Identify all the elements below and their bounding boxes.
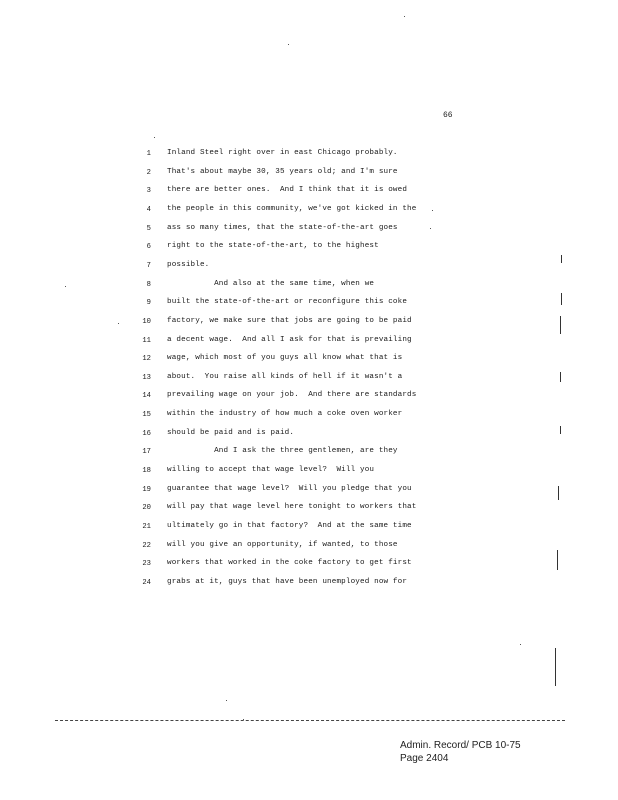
line-number: 13: [142, 374, 151, 382]
transcript-line: within the industry of how much a coke oven worker: [167, 410, 403, 418]
line-number: 1: [146, 150, 151, 158]
transcript-line: prevailing wage on your job. And there are standards: [167, 391, 417, 399]
transcript-line: wage, which most of you guys all know what that is: [167, 354, 403, 362]
line-number: 17: [142, 448, 151, 456]
line-number: 12: [142, 355, 151, 363]
transcript-line: will pay that wage level here tonight to workers that: [167, 503, 417, 511]
line-number: 15: [142, 411, 151, 419]
line-number: 8: [146, 281, 151, 289]
speck: [65, 286, 66, 287]
line-number: 18: [142, 467, 151, 475]
speck: [430, 228, 431, 229]
speck: [404, 16, 405, 17]
line-number: 7: [146, 262, 151, 270]
margin-mark: [555, 648, 556, 686]
line-number: 14: [142, 392, 151, 400]
line-number: 5: [146, 225, 151, 233]
margin-mark: [560, 426, 561, 434]
transcript-line: Inland Steel right over in east Chicago probably.: [167, 149, 398, 157]
transcript-line: will you give an opportunity, if wanted, to those: [167, 541, 398, 549]
transcript-line: willing to accept that wage level? Will you: [167, 466, 375, 474]
transcript-line: possible.: [167, 261, 210, 269]
transcript-line: guarantee that wage level? Will you pledge that you: [167, 485, 412, 493]
speck: [432, 210, 433, 211]
transcript-line: about. You raise all kinds of hell if it wasn't a: [167, 373, 403, 381]
transcript-line: right to the state-of-the-art, to the highest: [167, 242, 379, 250]
margin-mark: [561, 255, 562, 263]
margin-mark: [561, 293, 562, 305]
transcript-line: grabs at it, guys that have been unemployed now for: [167, 578, 408, 586]
transcript-line: a decent wage. And all I ask for that is prevailing: [167, 336, 412, 344]
line-number: 23: [142, 560, 151, 568]
line-number: 9: [146, 299, 151, 307]
line-number: 10: [142, 318, 151, 326]
transcript-line: And I ask the three gentlemen, are they: [167, 447, 398, 455]
transcript-line: ultimately go in that factory? And at the same time: [167, 522, 412, 530]
transcript-line: ass so many times, that the state-of-the-art goes: [167, 224, 398, 232]
bottom-rule: [55, 720, 565, 721]
line-number: 11: [142, 337, 151, 345]
speck: [226, 700, 227, 701]
transcript-line: factory, we make sure that jobs are going to be paid: [167, 317, 412, 325]
speck: [520, 644, 521, 645]
line-number: 20: [142, 504, 151, 512]
line-number: 4: [146, 206, 151, 214]
line-number: 2: [146, 169, 151, 177]
speck: [118, 323, 119, 324]
line-number: 22: [142, 542, 151, 550]
line-number: 16: [142, 430, 151, 438]
transcript-line: should be paid and is paid.: [167, 429, 295, 437]
speck: [154, 137, 155, 138]
speck: [288, 44, 289, 45]
admin-record-label: Admin. Record/ PCB 10-75: [400, 740, 521, 751]
page-label: Page 2404: [400, 753, 449, 764]
line-number: 6: [146, 243, 151, 251]
margin-mark: [558, 486, 559, 500]
line-number: 3: [146, 187, 151, 195]
transcript-line: built the state-of-the-art or reconfigure this coke: [167, 298, 408, 306]
line-number: 21: [142, 523, 151, 531]
transcript-line: And also at the same time, when we: [167, 280, 375, 288]
margin-mark: [557, 550, 558, 570]
transcript-line: the people in this community, we've got kicked in the: [167, 205, 417, 213]
speck: [243, 719, 244, 720]
margin-mark: [560, 316, 561, 334]
line-number: 19: [142, 486, 151, 494]
transcript-line: there are better ones. And I think that it is owed: [167, 186, 408, 194]
transcript-line: workers that worked in the coke factory to get first: [167, 559, 412, 567]
margin-mark: [560, 372, 561, 382]
page-number: 66: [443, 111, 453, 120]
transcript-line: That's about maybe 30, 35 years old; and I'm sure: [167, 168, 398, 176]
line-number: 24: [142, 579, 151, 587]
